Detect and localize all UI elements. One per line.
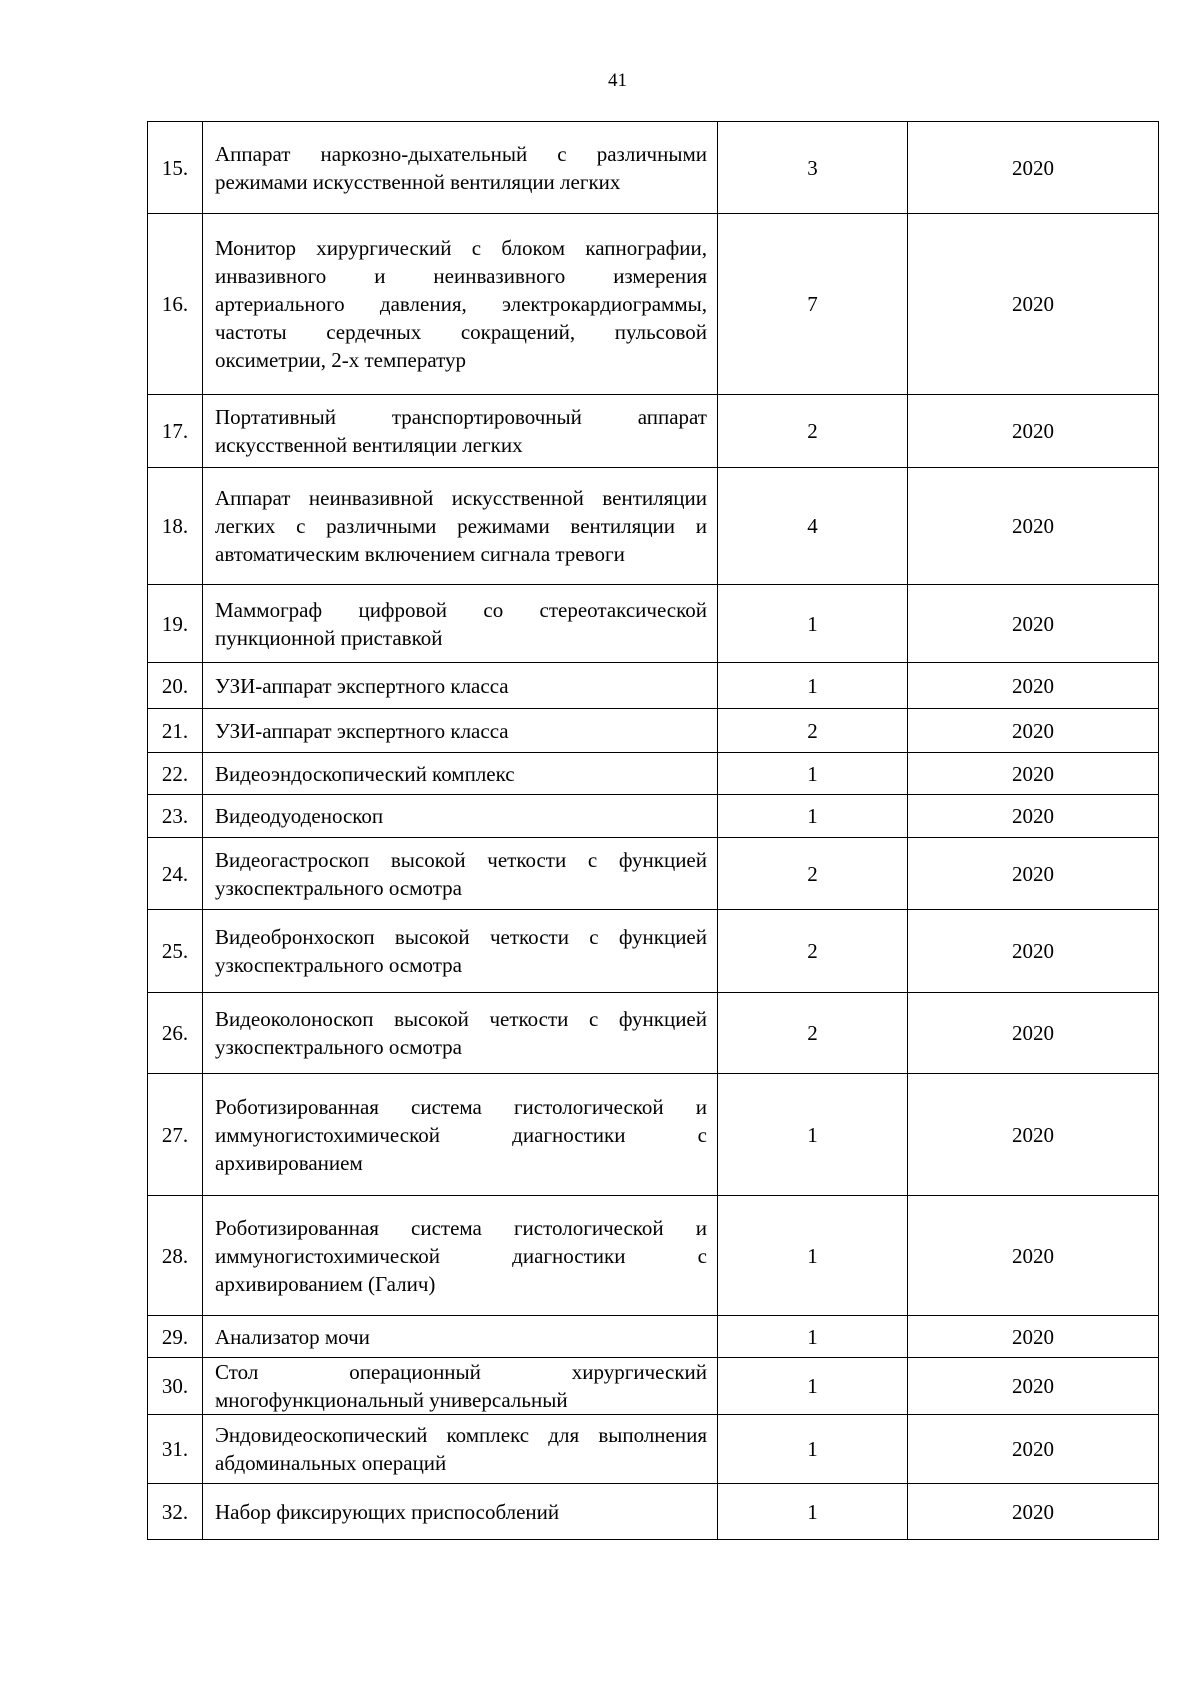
- year: 2020: [908, 122, 1159, 214]
- row-number: 31.: [148, 1415, 203, 1484]
- table-row: [148, 838, 1159, 910]
- equipment-table: [147, 121, 1159, 1540]
- table-row: [148, 753, 1159, 795]
- year: 2020: [908, 1074, 1159, 1196]
- equipment-name: Роботизированная система гистологической и иммуногистохимической диагностики с архивированием: [203, 1074, 718, 1196]
- row-number: 21.: [148, 709, 203, 753]
- equipment-name: Видеоколоноскоп высокой четкости с функцией узкоспектрального осмотра: [203, 993, 718, 1074]
- row-number: 17.: [148, 395, 203, 468]
- quantity: 1: [718, 1074, 908, 1196]
- quantity: 1: [718, 753, 908, 795]
- year: 2020: [908, 753, 1159, 795]
- table-row: [148, 795, 1159, 838]
- equipment-name: Портативный транспортировочный аппарат искусственной вентиляции легких: [203, 395, 718, 468]
- row-number: 32.: [148, 1484, 203, 1540]
- year: 2020: [908, 709, 1159, 753]
- page-number: 41: [608, 70, 627, 91]
- equipment-name: Стол операционный хирургический многофункциональный универсальный: [203, 1358, 718, 1415]
- quantity: 1: [718, 1316, 908, 1358]
- quantity: 1: [718, 1358, 908, 1415]
- table-row: [148, 709, 1159, 753]
- year: 2020: [908, 585, 1159, 663]
- quantity: 2: [718, 838, 908, 910]
- quantity: 1: [718, 585, 908, 663]
- equipment-name: Видеогастроскоп высокой четкости с функцией узкоспектрального осмотра: [203, 838, 718, 910]
- year: 2020: [908, 1316, 1159, 1358]
- quantity: 2: [718, 910, 908, 993]
- equipment-name: УЗИ-аппарат экспертного класса: [203, 663, 718, 709]
- equipment-name: Эндовидеоскопический комплекс для выполнения абдоминальных операций: [203, 1415, 718, 1484]
- equipment-name: Маммограф цифровой со стереотаксической пункционной приставкой: [203, 585, 718, 663]
- table-row: [148, 122, 1159, 214]
- equipment-name: Анализатор мочи: [203, 1316, 718, 1358]
- equipment-name: Видеодуоденоскоп: [203, 795, 718, 838]
- row-number: 23.: [148, 795, 203, 838]
- year: 2020: [908, 993, 1159, 1074]
- quantity: 1: [718, 1484, 908, 1540]
- table-row: [148, 585, 1159, 663]
- table-row: [148, 214, 1159, 395]
- year: 2020: [908, 1484, 1159, 1540]
- equipment-name: Набор фиксирующих приспособлений: [203, 1484, 718, 1540]
- row-number: 28.: [148, 1196, 203, 1316]
- row-number: 22.: [148, 753, 203, 795]
- equipment-name: Видеоэндоскопический комплекс: [203, 753, 718, 795]
- year: 2020: [908, 1196, 1159, 1316]
- table-row: [148, 1074, 1159, 1196]
- quantity: 2: [718, 993, 908, 1074]
- row-number: 18.: [148, 468, 203, 585]
- row-number: 15.: [148, 122, 203, 214]
- year: 2020: [908, 838, 1159, 910]
- table-row: [148, 993, 1159, 1074]
- equipment-name: Роботизированная система гистологической и иммуногистохимической диагностики с архивированием (Галич): [203, 1196, 718, 1316]
- equipment-name: Видеобронхоскоп высокой четкости с функцией узкоспектрального осмотра: [203, 910, 718, 993]
- quantity: 1: [718, 1196, 908, 1316]
- row-number: 25.: [148, 910, 203, 993]
- table-row: [148, 468, 1159, 585]
- row-number: 27.: [148, 1074, 203, 1196]
- year: 2020: [908, 468, 1159, 585]
- year: 2020: [908, 1415, 1159, 1484]
- equipment-name: Монитор хирургический с блоком капнографии, инвазивного и неинвазивного измерения артериального давления, электрокардиограммы, частоты сердечных сокращений, пульсовой оксиметрии, 2-х температур: [203, 214, 718, 395]
- row-number: 16.: [148, 214, 203, 395]
- table-row: [148, 1316, 1159, 1358]
- table-row: [148, 1415, 1159, 1484]
- row-number: 26.: [148, 993, 203, 1074]
- row-number: 30.: [148, 1358, 203, 1415]
- row-number: 24.: [148, 838, 203, 910]
- year: 2020: [908, 395, 1159, 468]
- table-row: [148, 910, 1159, 993]
- row-number: 19.: [148, 585, 203, 663]
- year: 2020: [908, 214, 1159, 395]
- year: 2020: [908, 795, 1159, 838]
- quantity: 1: [718, 1415, 908, 1484]
- row-number: 29.: [148, 1316, 203, 1358]
- quantity: 2: [718, 395, 908, 468]
- quantity: 3: [718, 122, 908, 214]
- quantity: 7: [718, 214, 908, 395]
- table-row: [148, 1358, 1159, 1415]
- table-row: [148, 1484, 1159, 1540]
- quantity: 1: [718, 663, 908, 709]
- table-row: [148, 663, 1159, 709]
- year: 2020: [908, 1358, 1159, 1415]
- row-number: 20.: [148, 663, 203, 709]
- quantity: 1: [718, 795, 908, 838]
- table-row: [148, 1196, 1159, 1316]
- equipment-name: УЗИ-аппарат экспертного класса: [203, 709, 718, 753]
- year: 2020: [908, 663, 1159, 709]
- table-row: [148, 395, 1159, 468]
- quantity: 2: [718, 709, 908, 753]
- equipment-name: Аппарат наркозно-дыхательный с различными режимами искусственной вентиляции легких: [203, 122, 718, 214]
- quantity: 4: [718, 468, 908, 585]
- year: 2020: [908, 910, 1159, 993]
- equipment-name: Аппарат неинвазивной искусственной вентиляции легких с различными режимами вентиляции и автоматическим включением сигнала тревоги: [203, 468, 718, 585]
